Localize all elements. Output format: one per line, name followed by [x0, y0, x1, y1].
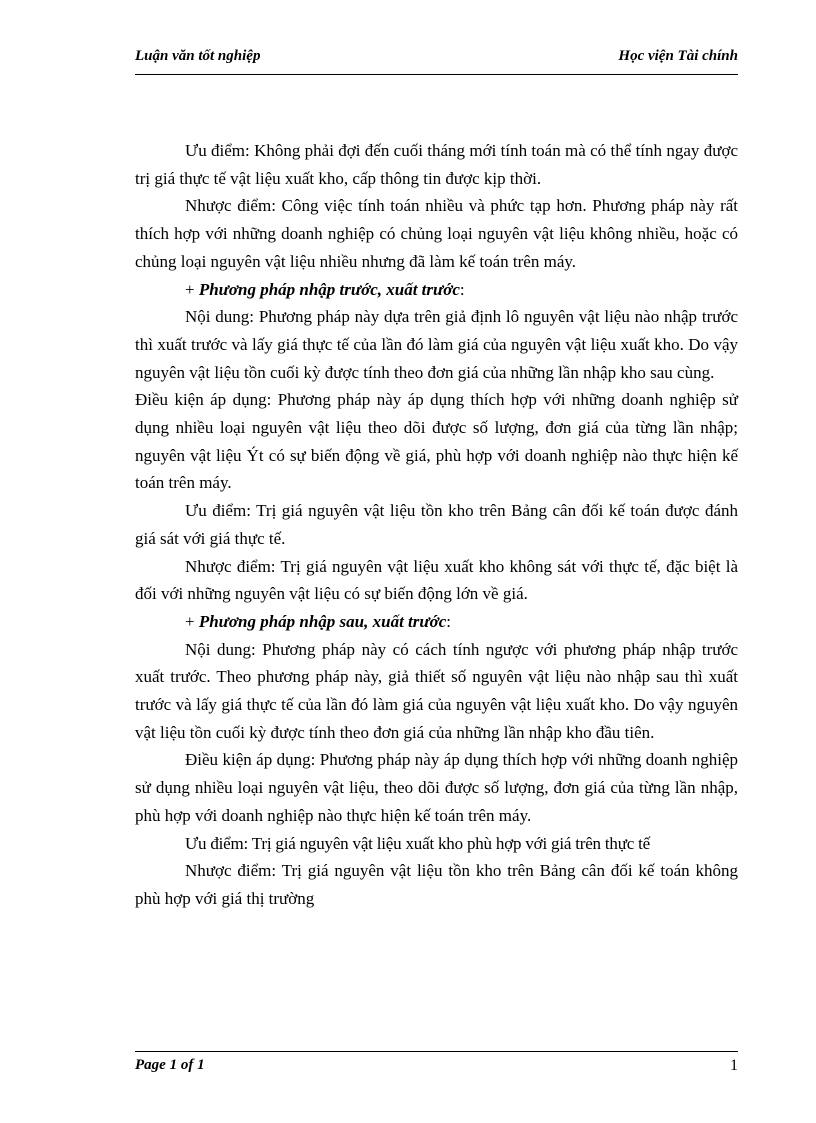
paragraph-content-fifo: Nội dung: Phương pháp này dựa trên giả định lô nguyên vật liệu nào nhập trước thì xuất trước và lấy giá thực tế của lần đó làm giá của nguyên vật liệu xuất kho. Do vậy nguyên vật liệu tồn cuối kỳ được tính theo đơn giá của những lần nhập kho sau cùng. — [135, 307, 738, 382]
paragraph-disadvantage-lifo: Nhược điểm: Trị giá nguyên vật liệu tồn kho trên Bảng cân đối kế toán không phù hợp với giá thị trường — [135, 861, 738, 908]
footer-page-number: 1 — [730, 1057, 738, 1074]
document-body — [135, 137, 738, 913]
section-heading-fifo-title: Phương pháp nhập trước, xuất trước — [198, 279, 460, 299]
section-heading-lifo-title: Phương pháp nhập sau, xuất trước — [198, 611, 447, 631]
header-thesis-title: Luận văn tốt nghiệp — [135, 48, 261, 64]
paragraph-content-lifo: Nội dung: Phương pháp này có cách tính ngược với phương pháp nhập trước xuất trước. Theo phương pháp này, giả thiết số nguyên vật liệu nào nhập sau thì xuất trước và lấy giá thực tế của lần đó làm giá của nguyên vật liệu xuất kho. Do vậy nguyên vật liệu tồn cuối kỳ được tính theo đơn giá của những lần nhập kho đầu tiên. — [135, 639, 738, 742]
paragraph-conditions-lifo: Điều kiện áp dụng: Phương pháp này áp dụng thích hợp với những doanh nghiệp sử dụng nhiều loại nguyên vật liệu, theo dõi được số lượng, đơn giá của từng lần nhập, phù hợp với doanh nghiệp nào thực hiện kế toán trên máy. — [135, 750, 738, 825]
paragraph-disadvantage-1: Nhược điểm: Công việc tính toán nhiều và phức tạp hơn. Phương pháp này rất thích hợp với những doanh nghiệp có chủng loại nguyên vật liệu không nhiều, hoặc có chủng loại nguyên vật liệu nhiều nhưng đã làm kế toán trên máy. — [135, 196, 738, 271]
paragraph-advantage-1: Ưu điểm: Không phải đợi đến cuối tháng mới tính toán mà có thể tính ngay được trị giá thực tế vật liệu xuất kho, cấp thông tin được kịp thời. — [135, 141, 738, 188]
paragraph-advantage-lifo: Ưu điểm: Trị giá nguyên vật liệu xuất kho phù hợp với giá trên thực tế — [185, 833, 651, 853]
paragraph-advantage-fifo: Ưu điểm: Trị giá nguyên vật liệu tồn kho trên Bảng cân đối kế toán được đánh giá sát với giá thực tế. — [135, 501, 738, 548]
section-heading-lifo: + Phương pháp nhập sau, xuất trước: — [185, 611, 451, 631]
header-institution: Học viện Tài chính — [618, 48, 738, 64]
header-divider — [135, 74, 738, 75]
paragraph-conditions-fifo: Điều kiện áp dụng: Phương pháp này áp dụng thích hợp với những doanh nghiệp sử dụng nhiều loại nguyên vật liệu theo dõi được số lượng, đơn giá của từng lần nhập; nguyên vật liệu Ýt có sự biến động về giá, phù hợp với doanh nghiệp nào thực hiện kế toán trên máy. — [135, 390, 738, 493]
paragraph-disadvantage-fifo: Nhược điểm: Trị giá nguyên vật liệu xuất kho không sát với thực tế, đặc biệt là đối với những nguyên vật liệu có sự biến động lớn về giá. — [135, 556, 738, 604]
footer-page-of: Page 1 of 1 — [135, 1057, 205, 1073]
section-heading-fifo: + Phương pháp nhập trước, xuất trước: — [185, 279, 465, 299]
footer-divider — [135, 1051, 738, 1052]
